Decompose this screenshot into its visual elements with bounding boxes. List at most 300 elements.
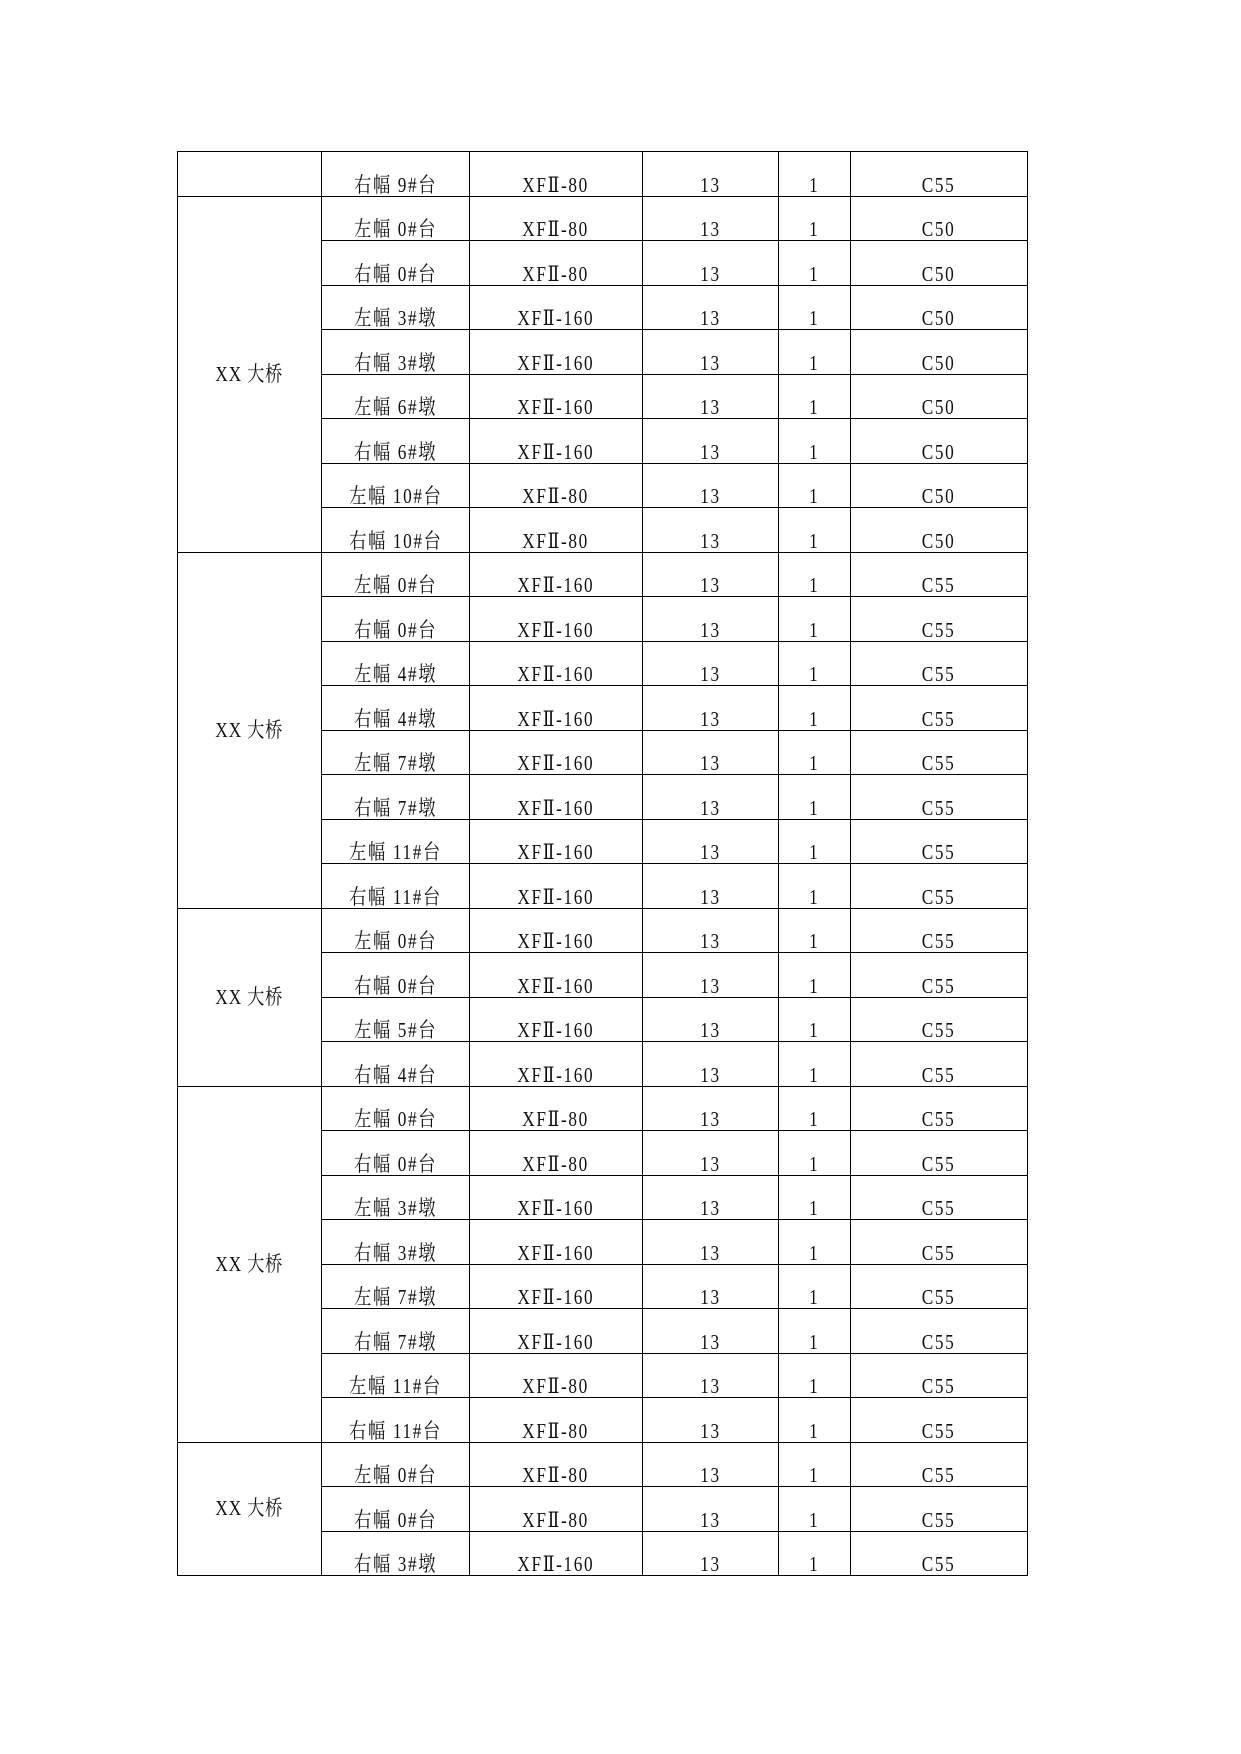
location-cell-text: 右幅 11#台 xyxy=(349,1418,442,1442)
grade-cell-text: C55 xyxy=(922,1151,956,1175)
location-cell-text: 左幅 3#墩 xyxy=(353,1196,438,1220)
model-cell xyxy=(470,330,643,375)
number-cell-text: 1 xyxy=(809,973,820,997)
location-cell xyxy=(322,597,470,642)
location-cell xyxy=(322,864,470,909)
grade-cell xyxy=(851,1531,1028,1576)
number-cell xyxy=(779,1487,851,1532)
model-cell-text: XFⅡ-160 xyxy=(517,573,595,597)
grade-cell xyxy=(851,1131,1028,1176)
grade-cell xyxy=(851,1264,1028,1309)
count-cell-text: 13 xyxy=(700,1196,721,1220)
number-cell xyxy=(779,552,851,597)
location-cell xyxy=(322,1086,470,1131)
grade-cell xyxy=(851,908,1028,953)
model-cell-text: XFⅡ-80 xyxy=(522,1418,590,1442)
grade-cell xyxy=(851,241,1028,286)
count-cell-text: 13 xyxy=(700,528,721,552)
grade-cell-text: C50 xyxy=(922,439,956,463)
grade-cell-text: C55 xyxy=(922,1107,956,1131)
grade-cell-text: C50 xyxy=(922,395,956,419)
count-cell xyxy=(643,1175,779,1220)
count-cell xyxy=(643,1353,779,1398)
location-cell xyxy=(322,1309,470,1354)
number-cell xyxy=(779,686,851,731)
grade-cell xyxy=(851,819,1028,864)
table-row xyxy=(178,196,1028,241)
location-cell xyxy=(322,552,470,597)
bridge-name-cell xyxy=(178,908,322,1086)
location-cell xyxy=(322,374,470,419)
grade-cell-text: C55 xyxy=(922,1018,956,1042)
grade-cell-text: C55 xyxy=(922,172,956,196)
count-cell-text: 13 xyxy=(700,1463,721,1487)
grade-cell xyxy=(851,508,1028,553)
number-cell xyxy=(779,419,851,464)
grade-cell-text: C55 xyxy=(922,617,956,641)
number-cell-text: 1 xyxy=(809,1107,820,1131)
bridge-name-cell xyxy=(178,196,322,552)
grade-cell-text: C55 xyxy=(922,1062,956,1086)
count-cell-text: 13 xyxy=(700,884,721,908)
model-cell xyxy=(470,196,643,241)
count-cell xyxy=(643,1442,779,1487)
model-cell xyxy=(470,597,643,642)
number-cell xyxy=(779,152,851,197)
model-cell-text: XFⅡ-160 xyxy=(517,1196,595,1220)
location-cell xyxy=(322,1442,470,1487)
count-cell xyxy=(643,419,779,464)
location-cell-text: 右幅 7#墩 xyxy=(353,795,438,819)
model-cell xyxy=(470,1309,643,1354)
model-cell-text: XFⅡ-160 xyxy=(517,706,595,730)
location-cell-text: 左幅 7#墩 xyxy=(353,1285,438,1309)
count-cell-text: 13 xyxy=(700,973,721,997)
number-cell-text: 1 xyxy=(809,1418,820,1442)
count-cell xyxy=(643,330,779,375)
number-cell-text: 1 xyxy=(809,929,820,953)
location-cell-text: 左幅 10#台 xyxy=(348,484,443,508)
count-cell-text: 13 xyxy=(700,1062,721,1086)
location-cell-text: 左幅 4#墩 xyxy=(353,662,438,686)
location-cell xyxy=(322,1398,470,1443)
location-cell xyxy=(322,1353,470,1398)
grade-cell xyxy=(851,1487,1028,1532)
count-cell xyxy=(643,241,779,286)
location-cell-text: 左幅 0#台 xyxy=(353,929,438,953)
grade-cell-text: C55 xyxy=(922,929,956,953)
location-cell-text: 左幅 11#台 xyxy=(349,840,442,864)
grade-cell xyxy=(851,285,1028,330)
grade-cell-text: C50 xyxy=(922,261,956,285)
grade-cell-text: C50 xyxy=(922,306,956,330)
count-cell-text: 13 xyxy=(700,1285,721,1309)
bridge-name-cell xyxy=(178,152,322,197)
grade-cell-text: C55 xyxy=(922,1463,956,1487)
grade-cell xyxy=(851,597,1028,642)
model-cell-text: XFⅡ-160 xyxy=(517,973,595,997)
number-cell-text: 1 xyxy=(809,1463,820,1487)
location-cell-text: 左幅 0#台 xyxy=(353,573,438,597)
number-cell xyxy=(779,285,851,330)
count-cell-text: 13 xyxy=(700,795,721,819)
count-cell-text: 13 xyxy=(700,617,721,641)
count-cell-text: 13 xyxy=(700,1507,721,1531)
location-cell-text: 右幅 11#台 xyxy=(349,884,442,908)
grade-cell xyxy=(851,330,1028,375)
location-cell xyxy=(322,419,470,464)
number-cell-text: 1 xyxy=(809,350,820,374)
model-cell xyxy=(470,1442,643,1487)
location-cell-text: 右幅 3#墩 xyxy=(353,1552,438,1576)
number-cell-text: 1 xyxy=(809,617,820,641)
number-cell-text: 1 xyxy=(809,840,820,864)
model-cell xyxy=(470,1131,643,1176)
model-cell xyxy=(470,241,643,286)
grade-cell xyxy=(851,1220,1028,1265)
number-cell-text: 1 xyxy=(809,1196,820,1220)
location-cell-text: 右幅 4#台 xyxy=(353,1062,438,1086)
bridge-name: XX 大桥 xyxy=(215,717,284,742)
number-cell-text: 1 xyxy=(809,795,820,819)
count-cell-text: 13 xyxy=(700,1240,721,1264)
model-cell xyxy=(470,686,643,731)
model-cell xyxy=(470,730,643,775)
number-cell xyxy=(779,1086,851,1131)
number-cell-text: 1 xyxy=(809,217,820,241)
count-cell-text: 13 xyxy=(700,929,721,953)
number-cell-text: 1 xyxy=(809,662,820,686)
model-cell xyxy=(470,1264,643,1309)
location-cell xyxy=(322,1220,470,1265)
count-cell-text: 13 xyxy=(700,1107,721,1131)
grade-cell-text: C55 xyxy=(922,1418,956,1442)
location-cell-text: 右幅 0#台 xyxy=(353,1151,438,1175)
number-cell-text: 1 xyxy=(809,1062,820,1086)
model-cell-text: XFⅡ-80 xyxy=(522,528,590,552)
location-cell-text: 左幅 7#墩 xyxy=(353,751,438,775)
model-cell-text: XFⅡ-80 xyxy=(522,1507,590,1531)
grade-cell xyxy=(851,374,1028,419)
model-cell-text: XFⅡ-160 xyxy=(517,1018,595,1042)
location-cell xyxy=(322,819,470,864)
location-cell xyxy=(322,775,470,820)
model-cell xyxy=(470,1086,643,1131)
grade-cell-text: C55 xyxy=(922,751,956,775)
bridge-bearing-table xyxy=(177,151,1028,1576)
number-cell-text: 1 xyxy=(809,884,820,908)
location-cell xyxy=(322,330,470,375)
location-cell xyxy=(322,908,470,953)
count-cell xyxy=(643,1487,779,1532)
grade-cell-text: C55 xyxy=(922,1374,956,1398)
grade-cell xyxy=(851,686,1028,731)
model-cell-text: XFⅡ-80 xyxy=(522,261,590,285)
grade-cell xyxy=(851,953,1028,998)
location-cell xyxy=(322,1175,470,1220)
count-cell xyxy=(643,730,779,775)
number-cell xyxy=(779,1398,851,1443)
number-cell-text: 1 xyxy=(809,1374,820,1398)
count-cell-text: 13 xyxy=(700,1552,721,1576)
location-cell-text: 右幅 4#墩 xyxy=(353,706,438,730)
model-cell xyxy=(470,1175,643,1220)
count-cell xyxy=(643,1398,779,1443)
grade-cell-text: C55 xyxy=(922,840,956,864)
number-cell xyxy=(779,196,851,241)
number-cell-text: 1 xyxy=(809,1018,820,1042)
count-cell xyxy=(643,1309,779,1354)
model-cell xyxy=(470,419,643,464)
grade-cell-text: C55 xyxy=(922,1329,956,1353)
model-cell-text: XFⅡ-80 xyxy=(522,484,590,508)
model-cell xyxy=(470,552,643,597)
model-cell-text: XFⅡ-160 xyxy=(517,1329,595,1353)
count-cell xyxy=(643,953,779,998)
number-cell xyxy=(779,1531,851,1576)
number-cell-text: 1 xyxy=(809,306,820,330)
grade-cell-text: C50 xyxy=(922,350,956,374)
count-cell-text: 13 xyxy=(700,1018,721,1042)
count-cell xyxy=(643,552,779,597)
model-cell xyxy=(470,775,643,820)
number-cell-text: 1 xyxy=(809,439,820,463)
table-row xyxy=(178,908,1028,953)
grade-cell xyxy=(851,419,1028,464)
model-cell xyxy=(470,285,643,330)
location-cell-text: 左幅 5#台 xyxy=(353,1018,438,1042)
model-cell xyxy=(470,953,643,998)
number-cell xyxy=(779,641,851,686)
number-cell-text: 1 xyxy=(809,528,820,552)
location-cell xyxy=(322,997,470,1042)
count-cell xyxy=(643,152,779,197)
grade-cell xyxy=(851,1175,1028,1220)
table-row xyxy=(178,1442,1028,1487)
model-cell xyxy=(470,997,643,1042)
location-cell-text: 左幅 6#墩 xyxy=(353,395,438,419)
grade-cell xyxy=(851,463,1028,508)
number-cell-text: 1 xyxy=(809,1151,820,1175)
model-cell xyxy=(470,1353,643,1398)
count-cell-text: 13 xyxy=(700,484,721,508)
model-cell-text: XFⅡ-160 xyxy=(517,662,595,686)
grade-cell xyxy=(851,1398,1028,1443)
count-cell xyxy=(643,686,779,731)
model-cell-text: XFⅡ-160 xyxy=(517,929,595,953)
bridge-name-cell xyxy=(178,1442,322,1576)
count-cell-text: 13 xyxy=(700,1151,721,1175)
grade-cell-text: C55 xyxy=(922,1240,956,1264)
grade-cell-text: C50 xyxy=(922,217,956,241)
model-cell xyxy=(470,508,643,553)
count-cell-text: 13 xyxy=(700,395,721,419)
model-cell xyxy=(470,1398,643,1443)
location-cell xyxy=(322,1042,470,1087)
model-cell xyxy=(470,864,643,909)
location-cell xyxy=(322,1264,470,1309)
number-cell-text: 1 xyxy=(809,1240,820,1264)
grade-cell-text: C55 xyxy=(922,1285,956,1309)
grade-cell-text: C50 xyxy=(922,528,956,552)
number-cell xyxy=(779,508,851,553)
count-cell xyxy=(643,508,779,553)
model-cell xyxy=(470,152,643,197)
count-cell-text: 13 xyxy=(700,1329,721,1353)
model-cell-text: XFⅡ-160 xyxy=(517,306,595,330)
location-cell-text: 右幅 0#台 xyxy=(353,617,438,641)
count-cell-text: 13 xyxy=(700,840,721,864)
bridge-name: XX 大桥 xyxy=(215,1496,284,1521)
count-cell xyxy=(643,775,779,820)
count-cell xyxy=(643,374,779,419)
location-cell-text: 左幅 3#墩 xyxy=(353,306,438,330)
model-cell-text: XFⅡ-160 xyxy=(517,439,595,463)
location-cell xyxy=(322,241,470,286)
grade-cell-text: C55 xyxy=(922,662,956,686)
grade-cell xyxy=(851,1086,1028,1131)
model-cell-text: XFⅡ-80 xyxy=(522,1463,590,1487)
number-cell-text: 1 xyxy=(809,1285,820,1309)
location-cell-text: 右幅 0#台 xyxy=(353,973,438,997)
count-cell-text: 13 xyxy=(700,439,721,463)
model-cell-text: XFⅡ-160 xyxy=(517,1552,595,1576)
grade-cell xyxy=(851,1353,1028,1398)
number-cell xyxy=(779,1353,851,1398)
count-cell-text: 13 xyxy=(700,172,721,196)
grade-cell xyxy=(851,997,1028,1042)
count-cell xyxy=(643,1220,779,1265)
location-cell-text: 右幅 9#台 xyxy=(353,172,438,196)
grade-cell-text: C55 xyxy=(922,1196,956,1220)
grade-cell-text: C55 xyxy=(922,1552,956,1576)
model-cell-text: XFⅡ-80 xyxy=(522,1151,590,1175)
model-cell-text: XFⅡ-160 xyxy=(517,350,595,374)
number-cell xyxy=(779,597,851,642)
count-cell-text: 13 xyxy=(700,261,721,285)
number-cell xyxy=(779,1131,851,1176)
model-cell-text: XFⅡ-80 xyxy=(522,217,590,241)
count-cell xyxy=(643,285,779,330)
number-cell xyxy=(779,1042,851,1087)
location-cell xyxy=(322,463,470,508)
table-row xyxy=(178,152,1028,197)
count-cell xyxy=(643,1042,779,1087)
grade-cell-text: C50 xyxy=(922,484,956,508)
location-cell xyxy=(322,196,470,241)
bridge-name: XX 大桥 xyxy=(215,1251,284,1276)
model-cell-text: XFⅡ-80 xyxy=(522,1374,590,1398)
grade-cell xyxy=(851,641,1028,686)
grade-cell-text: C55 xyxy=(922,884,956,908)
count-cell xyxy=(643,1264,779,1309)
count-cell xyxy=(643,819,779,864)
number-cell xyxy=(779,864,851,909)
count-cell xyxy=(643,196,779,241)
model-cell-text: XFⅡ-160 xyxy=(517,617,595,641)
count-cell-text: 13 xyxy=(700,306,721,330)
number-cell xyxy=(779,997,851,1042)
location-cell-text: 左幅 11#台 xyxy=(349,1374,442,1398)
number-cell-text: 1 xyxy=(809,751,820,775)
number-cell-text: 1 xyxy=(809,1552,820,1576)
model-cell xyxy=(470,908,643,953)
grade-cell xyxy=(851,864,1028,909)
count-cell xyxy=(643,997,779,1042)
grade-cell xyxy=(851,775,1028,820)
number-cell xyxy=(779,908,851,953)
grade-cell-text: C55 xyxy=(922,1507,956,1531)
location-cell-text: 右幅 0#台 xyxy=(353,261,438,285)
count-cell-text: 13 xyxy=(700,1418,721,1442)
grade-cell-text: C55 xyxy=(922,706,956,730)
number-cell-text: 1 xyxy=(809,484,820,508)
model-cell-text: XFⅡ-160 xyxy=(517,884,595,908)
location-cell-text: 左幅 0#台 xyxy=(353,1463,438,1487)
grade-cell xyxy=(851,1442,1028,1487)
location-cell-text: 左幅 0#台 xyxy=(353,217,438,241)
model-cell xyxy=(470,374,643,419)
count-cell xyxy=(643,864,779,909)
bridge-name: XX 大桥 xyxy=(215,361,284,386)
table-row xyxy=(178,552,1028,597)
table-row xyxy=(178,1086,1028,1131)
location-cell xyxy=(322,641,470,686)
model-cell-text: XFⅡ-160 xyxy=(517,751,595,775)
location-cell-text: 右幅 7#墩 xyxy=(353,1329,438,1353)
model-cell-text: XFⅡ-160 xyxy=(517,1240,595,1264)
number-cell xyxy=(779,953,851,998)
count-cell-text: 13 xyxy=(700,350,721,374)
location-cell xyxy=(322,953,470,998)
model-cell-text: XFⅡ-160 xyxy=(517,1062,595,1086)
location-cell-text: 右幅 0#台 xyxy=(353,1507,438,1531)
grade-cell xyxy=(851,1309,1028,1354)
grade-cell xyxy=(851,152,1028,197)
grade-cell-text: C55 xyxy=(922,573,956,597)
number-cell xyxy=(779,330,851,375)
model-cell xyxy=(470,1531,643,1576)
model-cell-text: XFⅡ-160 xyxy=(517,795,595,819)
number-cell xyxy=(779,1309,851,1354)
model-cell xyxy=(470,641,643,686)
grade-cell-text: C55 xyxy=(922,795,956,819)
count-cell-text: 13 xyxy=(700,1374,721,1398)
count-cell-text: 13 xyxy=(700,751,721,775)
grade-cell xyxy=(851,196,1028,241)
grade-cell xyxy=(851,730,1028,775)
count-cell xyxy=(643,641,779,686)
bridge-name-cell xyxy=(178,1086,322,1442)
location-cell-text: 左幅 0#台 xyxy=(353,1107,438,1131)
number-cell xyxy=(779,775,851,820)
model-cell-text: XFⅡ-80 xyxy=(522,1107,590,1131)
number-cell xyxy=(779,374,851,419)
table-body xyxy=(178,152,1028,1576)
count-cell xyxy=(643,463,779,508)
location-cell xyxy=(322,1131,470,1176)
location-cell-text: 右幅 3#墩 xyxy=(353,1240,438,1264)
model-cell xyxy=(470,1042,643,1087)
model-cell-text: XFⅡ-160 xyxy=(517,395,595,419)
number-cell-text: 1 xyxy=(809,573,820,597)
count-cell xyxy=(643,597,779,642)
count-cell-text: 13 xyxy=(700,217,721,241)
location-cell xyxy=(322,285,470,330)
bridge-name-cell xyxy=(178,552,322,908)
grade-cell xyxy=(851,1042,1028,1087)
count-cell xyxy=(643,1531,779,1576)
